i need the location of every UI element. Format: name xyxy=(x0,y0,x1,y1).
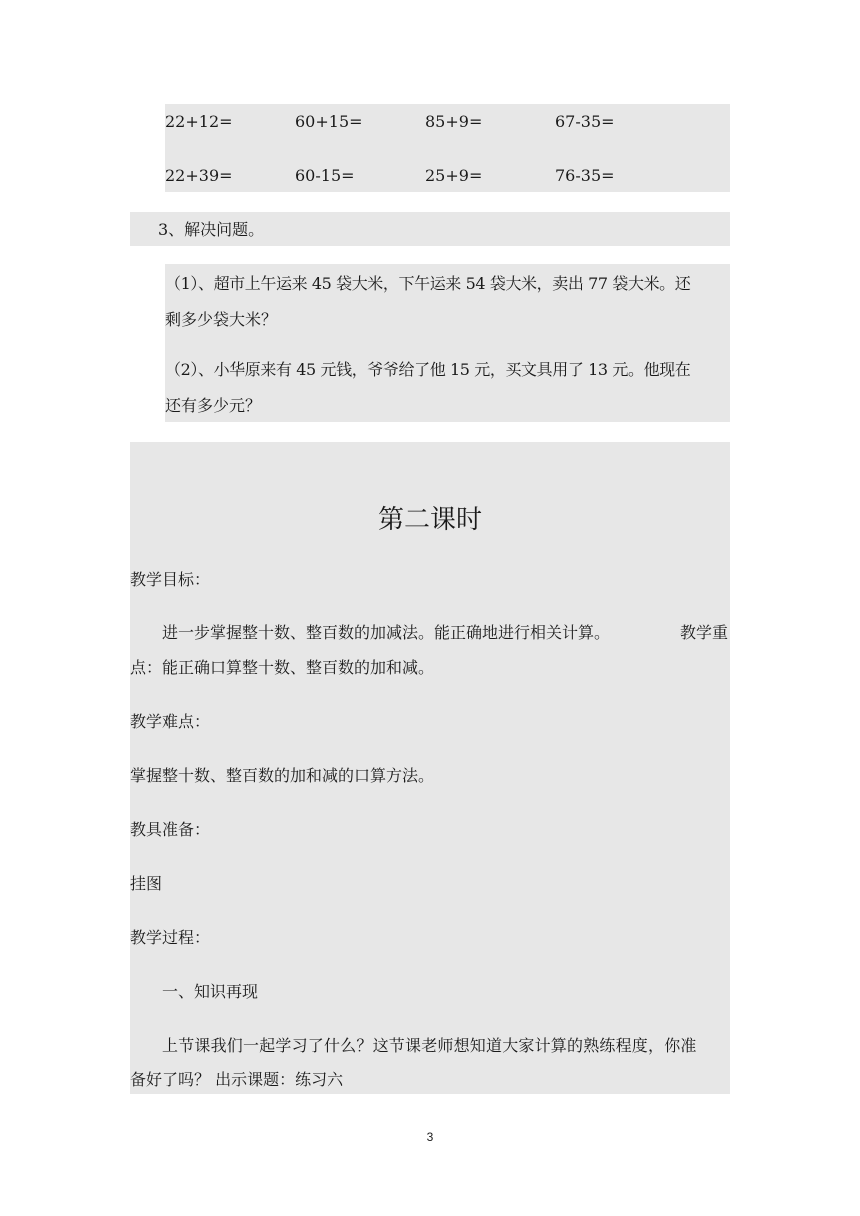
problem-1-line-2: 剩多少袋大米？ xyxy=(165,310,278,329)
goal-text-a: 进一步掌握整十数、整百数的加减法。能正确地进行相关计算。 xyxy=(162,623,611,642)
page-number: 3 xyxy=(426,1130,434,1144)
problem-2-line-2: 还有多少元？ xyxy=(165,396,262,415)
goal-text-b: 教学重 xyxy=(680,623,729,642)
problem-1-line-1: （1）、超市上午运来 45 袋大米，下午运来 54 袋大米，卖出 77 袋大米。还 xyxy=(165,274,691,293)
step1-text-line-1: 上节课我们一起学习了什么？这节课老师想知道大家计算的熟练程度，你准 xyxy=(162,1036,697,1055)
exercise-cell: 60-15= xyxy=(295,166,355,185)
difficulty-label: 教学难点： xyxy=(130,712,211,731)
key-points-text: 点：能正确口算整十数、整百数的加和减。 xyxy=(130,658,435,677)
exercise-cell: 76-35= xyxy=(555,166,615,185)
exercise-cell: 25+9= xyxy=(425,166,483,185)
process-label: 教学过程： xyxy=(130,928,211,947)
lesson-title: 第二课时 xyxy=(377,505,482,535)
prep-text: 挂图 xyxy=(130,874,163,893)
exercise-cell: 60+15= xyxy=(295,112,363,131)
step1-text-line-2: 备好了吗？ 出示课题：练习六 xyxy=(130,1070,344,1089)
goal-label: 教学目标： xyxy=(130,570,211,589)
prep-label: 教具准备： xyxy=(130,820,211,839)
difficulty-text: 掌握整十数、整百数的加和减的口算方法。 xyxy=(130,766,435,785)
section3-heading: 3、解决问题。 xyxy=(158,220,265,239)
exercise-cell: 22+39= xyxy=(165,166,233,185)
step1-heading: 一、知识再现 xyxy=(162,982,259,1001)
exercise-cell: 67-35= xyxy=(555,112,615,131)
exercise-cell: 85+9= xyxy=(425,112,483,131)
problem-2-line-1: （2）、小华原来有 45 元钱，爷爷给了他 15 元，买文具用了 13 元。他现在 xyxy=(165,360,691,379)
exercise-cell: 22+12= xyxy=(165,112,233,131)
